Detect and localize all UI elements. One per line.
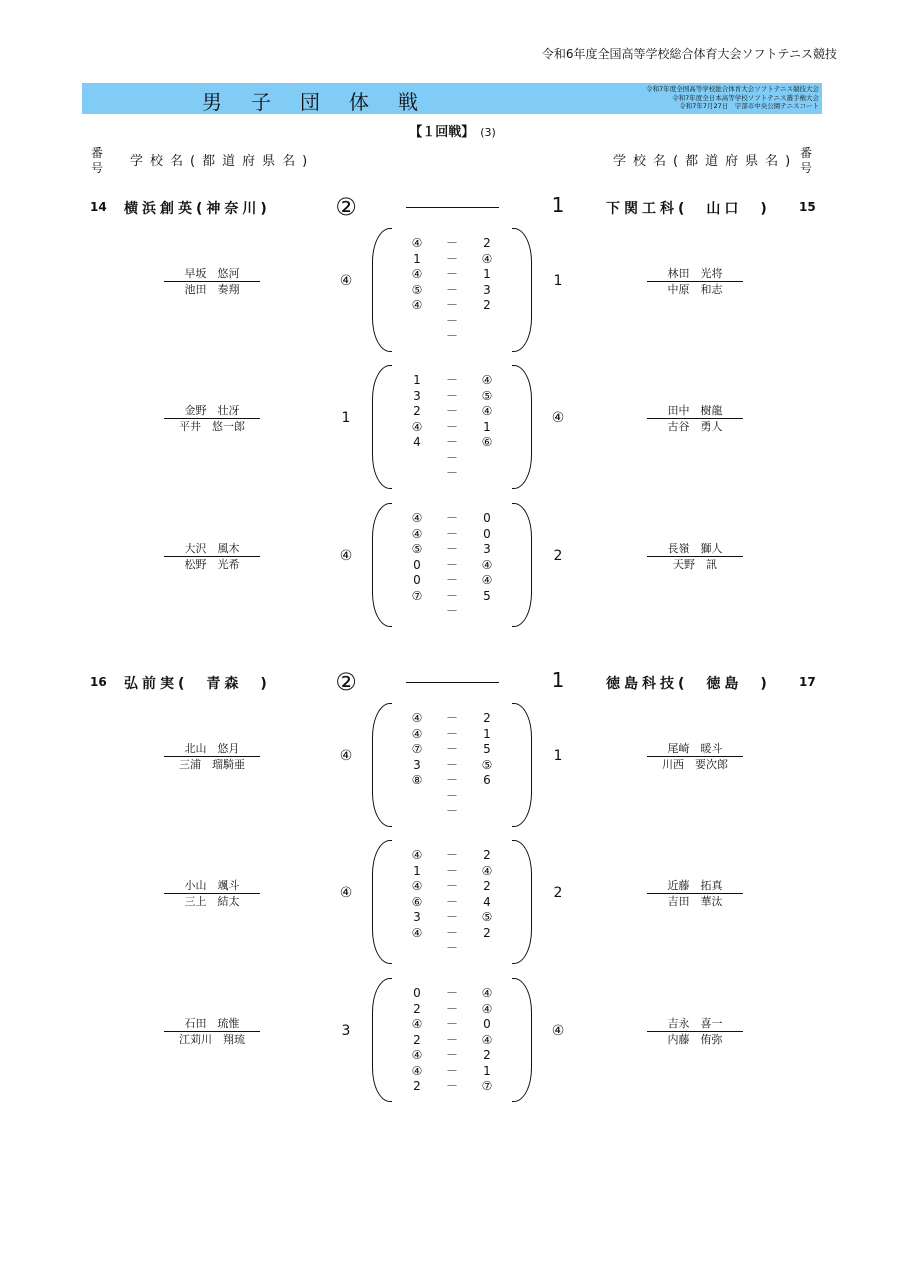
set-row — [404, 451, 500, 467]
set-score-right: 1 — [483, 419, 491, 434]
set-scores — [404, 511, 500, 620]
player-name: 石田 琉惟 — [164, 1016, 260, 1032]
right-game-score: 1 — [553, 273, 563, 289]
set-dash: － — [445, 236, 458, 250]
left-pair — [164, 1016, 260, 1047]
set-dash: － — [445, 1079, 458, 1093]
set-score-left: 3 — [413, 910, 421, 924]
set-score-left: ④ — [411, 1017, 423, 1031]
set-score-right: ④ — [481, 404, 493, 418]
left-pair — [164, 403, 260, 434]
left-game-score: 1 — [341, 410, 351, 426]
match-header — [0, 670, 905, 694]
right-game-score: 2 — [553, 885, 563, 901]
set-row — [404, 986, 500, 1002]
set-score-left: ④ — [411, 298, 423, 312]
set-score-right: ⑥ — [481, 435, 493, 449]
set-dash: － — [445, 573, 458, 587]
set-row — [404, 466, 500, 482]
set-score-left: 0 — [413, 557, 421, 572]
set-dash: － — [445, 742, 458, 756]
set-score-right: ④ — [481, 251, 493, 266]
set-dash: － — [445, 1048, 458, 1062]
set-score-left: 2 — [413, 1079, 421, 1093]
set-score-right: ④ — [481, 557, 493, 572]
banner-title: 男子団体戦 — [202, 90, 447, 114]
player-name: 長嶺 獅人 — [647, 541, 743, 557]
set-dash: － — [445, 542, 458, 556]
set-score-right: 0 — [483, 1017, 491, 1031]
set-score-left: 0 — [413, 986, 421, 1000]
game-row — [0, 503, 905, 629]
set-score-right: ⑤ — [481, 388, 493, 403]
set-dash: － — [445, 388, 458, 403]
set-score-right: 2 — [483, 925, 491, 940]
game-row — [0, 703, 905, 829]
player-name: 江苅川 翔琉 — [179, 1033, 245, 1046]
set-score-right: ④ — [481, 1001, 493, 1016]
left-bracket — [372, 503, 392, 627]
set-dash: － — [445, 879, 458, 893]
right-team-number: 17 — [799, 675, 816, 689]
left-team-school: 弘前実( 青森 ) — [124, 676, 271, 692]
info-line: 令和7年度全国高等学校総合体育大会ソフトテニス競技大会 — [646, 85, 819, 93]
round-heading — [0, 121, 905, 140]
left-bracket — [372, 840, 392, 964]
right-pair — [647, 403, 743, 434]
set-row — [404, 879, 500, 895]
set-dash: － — [445, 910, 458, 924]
set-score-right: 2 — [483, 711, 491, 725]
set-score-left: ⑤ — [411, 282, 423, 297]
set-score-right: ④ — [481, 373, 493, 387]
set-score-right: 3 — [483, 542, 491, 556]
set-score-left: ⑤ — [411, 542, 423, 556]
set-row — [404, 1079, 500, 1095]
right-team-score: 1 — [551, 193, 565, 217]
player-name: 川西 要次郎 — [662, 758, 728, 771]
set-score-left: ④ — [411, 925, 423, 940]
set-score-left: 1 — [413, 251, 421, 266]
set-dash: － — [445, 757, 458, 772]
player-name: 小山 颯斗 — [164, 878, 260, 894]
set-score-left: ⑦ — [411, 588, 423, 603]
set-score-right: ⑤ — [481, 757, 493, 772]
left-pair — [164, 878, 260, 909]
set-row — [404, 895, 500, 911]
right-bracket — [512, 228, 532, 352]
set-dash: － — [445, 373, 458, 387]
right-bracket — [512, 978, 532, 1102]
left-bracket — [372, 703, 392, 827]
set-score-left: 2 — [413, 1001, 421, 1016]
score-divider — [406, 682, 499, 683]
set-row — [404, 1048, 500, 1064]
set-score-right: 1 — [483, 267, 491, 281]
school-header-left: 学校名(都道府県名) — [130, 154, 315, 169]
set-dash: － — [445, 466, 458, 480]
set-dash: － — [445, 313, 458, 328]
set-row — [404, 864, 500, 880]
set-dash: － — [445, 711, 458, 725]
set-row — [404, 926, 500, 942]
left-pair — [164, 741, 260, 772]
set-row — [404, 435, 500, 451]
right-team-school: 下関工科( 山口 ) — [606, 201, 771, 217]
left-team-number: 14 — [90, 200, 107, 214]
set-score-left: ④ — [411, 267, 423, 281]
set-row — [404, 267, 500, 283]
set-row — [404, 910, 500, 926]
set-score-right: 1 — [483, 726, 491, 741]
player-name: 早坂 悠河 — [164, 266, 260, 282]
player-name: 近藤 拓真 — [647, 878, 743, 894]
set-score-right: 2 — [483, 298, 491, 312]
match-header — [0, 195, 905, 219]
set-row — [404, 298, 500, 314]
set-score-left: ⑧ — [411, 773, 423, 787]
player-name: 林田 光将 — [647, 266, 743, 282]
set-score-left: ④ — [411, 879, 423, 893]
right-game-score: ④ — [551, 1023, 565, 1039]
set-dash: － — [445, 526, 458, 541]
set-row — [404, 773, 500, 789]
set-dash: － — [445, 251, 458, 266]
set-row — [404, 1033, 500, 1049]
player-name: 三上 結太 — [184, 895, 240, 908]
set-score-right: 2 — [483, 879, 491, 893]
set-scores — [404, 711, 500, 820]
game-row — [0, 365, 905, 491]
set-dash: － — [445, 941, 458, 955]
right-team-school: 徳島科技( 徳島 ) — [606, 676, 771, 692]
player-name: 尾崎 暖斗 — [647, 741, 743, 757]
set-dash: － — [445, 267, 458, 281]
left-game-score: ④ — [339, 748, 353, 764]
set-score-right: 0 — [483, 526, 491, 541]
set-dash: － — [445, 773, 458, 787]
set-score-left: ④ — [411, 511, 423, 525]
left-bracket — [372, 978, 392, 1102]
info-line: 令和7年7月27日 宇部市中央公園テニスコート — [679, 102, 819, 110]
player-name: 大沢 風木 — [164, 541, 260, 557]
right-bracket — [512, 503, 532, 627]
player-name: 古谷 勇人 — [667, 420, 723, 433]
set-dash: － — [445, 986, 458, 1000]
player-name: 平井 悠一郎 — [179, 420, 245, 433]
set-score-left: 0 — [413, 573, 421, 587]
tournament-info — [646, 85, 819, 111]
set-score-right: 3 — [483, 282, 491, 297]
right-team-number: 15 — [799, 200, 816, 214]
title-banner — [82, 83, 822, 114]
set-row — [404, 758, 500, 774]
set-row — [404, 848, 500, 864]
set-score-left: ④ — [411, 726, 423, 741]
left-team-school: 横浜創英(神奈川) — [124, 201, 271, 217]
round-sub: (3) — [480, 126, 496, 139]
set-row — [404, 542, 500, 558]
set-row — [404, 727, 500, 743]
document-title: 令和6年度全国高等学校総合体育大会ソフトテニス競技 — [541, 47, 837, 61]
player-name: 中原 和志 — [667, 283, 723, 296]
set-score-left: ④ — [411, 236, 423, 250]
set-row — [404, 604, 500, 620]
set-dash: － — [445, 925, 458, 940]
set-score-right: ④ — [481, 573, 493, 587]
set-dash: － — [445, 726, 458, 741]
left-game-score: ④ — [339, 885, 353, 901]
set-score-left: 2 — [413, 1032, 421, 1047]
set-row — [404, 283, 500, 299]
player-name: 吉田 華汰 — [667, 895, 723, 908]
set-row — [404, 389, 500, 405]
set-dash: － — [445, 298, 458, 312]
left-team-number: 16 — [90, 675, 107, 689]
player-name: 松野 光希 — [184, 558, 240, 571]
game-row — [0, 228, 905, 354]
round-label: 【１回戦】 — [409, 125, 475, 140]
set-row — [404, 1017, 500, 1033]
set-score-right: 2 — [483, 1048, 491, 1062]
set-row — [404, 558, 500, 574]
right-game-score: ④ — [551, 410, 565, 426]
right-bracket — [512, 840, 532, 964]
set-dash: － — [445, 1001, 458, 1016]
set-row — [404, 804, 500, 820]
left-team-score: ② — [335, 193, 357, 221]
player-name: 内藤 侑弥 — [667, 1033, 723, 1046]
set-dash: － — [445, 1063, 458, 1078]
set-dash: － — [445, 848, 458, 862]
player-name: 金野 壮冴 — [164, 403, 260, 419]
set-row — [404, 236, 500, 252]
set-row — [404, 527, 500, 543]
set-score-left: 4 — [413, 435, 421, 449]
set-row — [404, 329, 500, 345]
set-score-right: 2 — [483, 236, 491, 250]
left-team-score: ② — [335, 668, 357, 696]
set-dash: － — [445, 1017, 458, 1031]
set-row — [404, 1064, 500, 1080]
set-row — [404, 1002, 500, 1018]
left-game-score: 3 — [341, 1023, 351, 1039]
number-header-right: 番号 — [799, 146, 812, 175]
set-score-right: ④ — [481, 1032, 493, 1047]
right-pair — [647, 1016, 743, 1047]
set-score-left: 2 — [413, 404, 421, 418]
set-row — [404, 789, 500, 805]
set-dash: － — [445, 1032, 458, 1047]
set-dash: － — [445, 804, 458, 818]
left-pair — [164, 266, 260, 297]
set-score-right: 1 — [483, 1063, 491, 1078]
set-score-left: ④ — [411, 848, 423, 862]
player-name: 吉永 喜一 — [647, 1016, 743, 1032]
set-score-left: 3 — [413, 757, 421, 772]
right-team-score: 1 — [551, 668, 565, 692]
player-name: 三浦 瑠騎亜 — [179, 758, 245, 771]
set-dash: － — [445, 450, 458, 465]
game-row — [0, 978, 905, 1104]
player-name: 天野 訊 — [673, 558, 717, 571]
right-bracket — [512, 703, 532, 827]
set-score-left: 3 — [413, 388, 421, 403]
set-score-right: 6 — [483, 773, 491, 787]
set-score-left: ④ — [411, 1048, 423, 1062]
set-dash: － — [445, 557, 458, 572]
score-divider — [406, 207, 499, 208]
set-dash: － — [445, 894, 458, 909]
set-score-right: 0 — [483, 511, 491, 525]
right-bracket — [512, 365, 532, 489]
set-row — [404, 252, 500, 268]
player-name: 北山 悠月 — [164, 741, 260, 757]
set-row — [404, 589, 500, 605]
set-score-left: ⑦ — [411, 742, 423, 756]
set-dash: － — [445, 282, 458, 297]
set-row — [404, 420, 500, 436]
left-game-score: ④ — [339, 548, 353, 564]
set-row — [404, 711, 500, 727]
set-score-right: 5 — [483, 742, 491, 756]
set-dash: － — [445, 329, 458, 343]
left-game-score: ④ — [339, 273, 353, 289]
set-score-right: 4 — [483, 894, 491, 909]
set-row — [404, 941, 500, 957]
set-score-left: ④ — [411, 711, 423, 725]
set-score-left: ④ — [411, 1063, 423, 1078]
number-header-left: 番号 — [90, 146, 103, 175]
set-score-right: 5 — [483, 588, 491, 603]
set-score-left: ⑥ — [411, 894, 423, 909]
game-row — [0, 840, 905, 966]
set-scores — [404, 236, 500, 345]
set-row — [404, 373, 500, 389]
set-row — [404, 404, 500, 420]
set-dash: － — [445, 588, 458, 603]
info-line: 令和7年度全日本高等学校ソフトテニス選手権大会 — [672, 93, 819, 102]
set-score-left: ④ — [411, 419, 423, 434]
right-pair — [647, 266, 743, 297]
set-score-right: ⑤ — [481, 910, 493, 924]
set-scores — [404, 373, 500, 482]
player-name: 池田 奏翔 — [184, 283, 240, 296]
player-name: 田中 樹龍 — [647, 403, 743, 419]
set-dash: － — [445, 435, 458, 449]
right-pair — [647, 541, 743, 572]
set-dash: － — [445, 788, 458, 803]
set-dash: － — [445, 511, 458, 525]
right-pair — [647, 878, 743, 909]
set-dash: － — [445, 604, 458, 618]
right-game-score: 1 — [553, 748, 563, 764]
right-game-score: 2 — [553, 548, 563, 564]
school-header-right: 学校名(都道府県名) — [613, 154, 798, 169]
set-scores — [404, 986, 500, 1095]
set-score-left: 1 — [413, 373, 421, 387]
set-score-right: ④ — [481, 863, 493, 878]
set-dash: － — [445, 404, 458, 418]
left-bracket — [372, 365, 392, 489]
left-pair — [164, 541, 260, 572]
set-dash: － — [445, 863, 458, 878]
set-row — [404, 314, 500, 330]
left-bracket — [372, 228, 392, 352]
set-row — [404, 742, 500, 758]
set-score-left: ④ — [411, 526, 423, 541]
set-score-right: ⑦ — [481, 1079, 493, 1093]
set-score-right: 2 — [483, 848, 491, 862]
right-pair — [647, 741, 743, 772]
set-row — [404, 511, 500, 527]
set-score-left: 1 — [413, 863, 421, 878]
set-score-right: ④ — [481, 986, 493, 1000]
set-dash: － — [445, 419, 458, 434]
set-row — [404, 573, 500, 589]
set-scores — [404, 848, 500, 957]
